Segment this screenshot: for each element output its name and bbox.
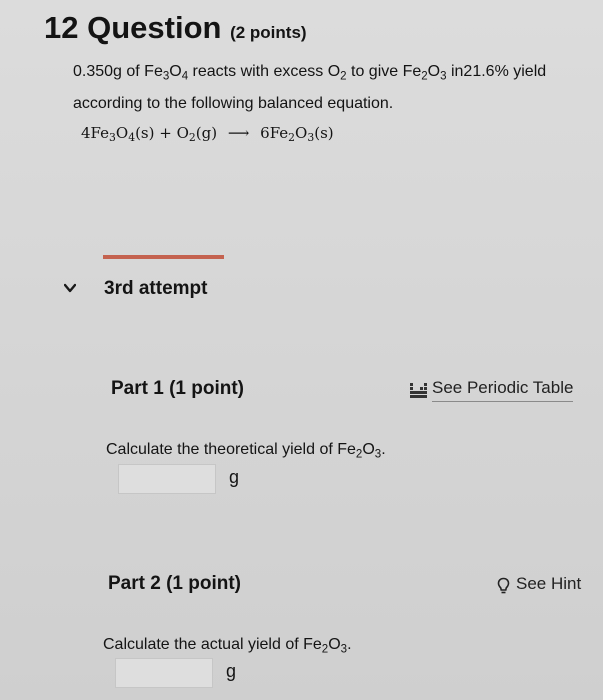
- balanced-equation: $4Fe_3O_4(s) + O_2(g)$ ⟶ $6Fe_2O_3(s)$: [81, 124, 334, 145]
- question-text-line-1: 0.350g of $Fe_3O_4$ reacts with excess $O_2$ to give $Fe_2O_3$ in21.6% yield: [73, 63, 547, 83]
- lightbulb-icon: [497, 577, 510, 595]
- periodic-table-icon: [409, 382, 428, 399]
- question-points: (2 points): [230, 23, 307, 42]
- actual-yield-input[interactable]: [115, 658, 213, 688]
- see-hint-label[interactable]: See Hint: [516, 574, 582, 593]
- question-text-line-2: according to the following balanced equation.: [73, 95, 394, 112]
- part-1-prompt: Calculate the theoretical yield of $Fe_2O_3$.: [106, 441, 386, 461]
- part-2-unit: g: [226, 661, 237, 681]
- part-2-header: Part 2 (1 point): [108, 573, 242, 594]
- part-1-header: Part 1 (1 point): [111, 378, 245, 399]
- part-2-prompt: Calculate the actual yield of $Fe_2O_3$.: [103, 636, 352, 656]
- periodic-table-link[interactable]: [409, 378, 573, 402]
- theoretical-yield-input[interactable]: [118, 464, 216, 494]
- question-number: 12: [44, 10, 79, 45]
- question-title: [44, 10, 307, 46]
- question-word: Question: [87, 10, 222, 45]
- see-hint-link[interactable]: [497, 574, 581, 597]
- part-1-unit: g: [229, 467, 240, 487]
- attempt-label[interactable]: 3rd attempt: [104, 278, 208, 299]
- reaction-arrow: ⟶: [227, 124, 250, 142]
- section-divider: [103, 255, 224, 259]
- chevron-down-icon[interactable]: [64, 283, 76, 293]
- periodic-table-link-label[interactable]: See Periodic Table: [432, 378, 573, 402]
